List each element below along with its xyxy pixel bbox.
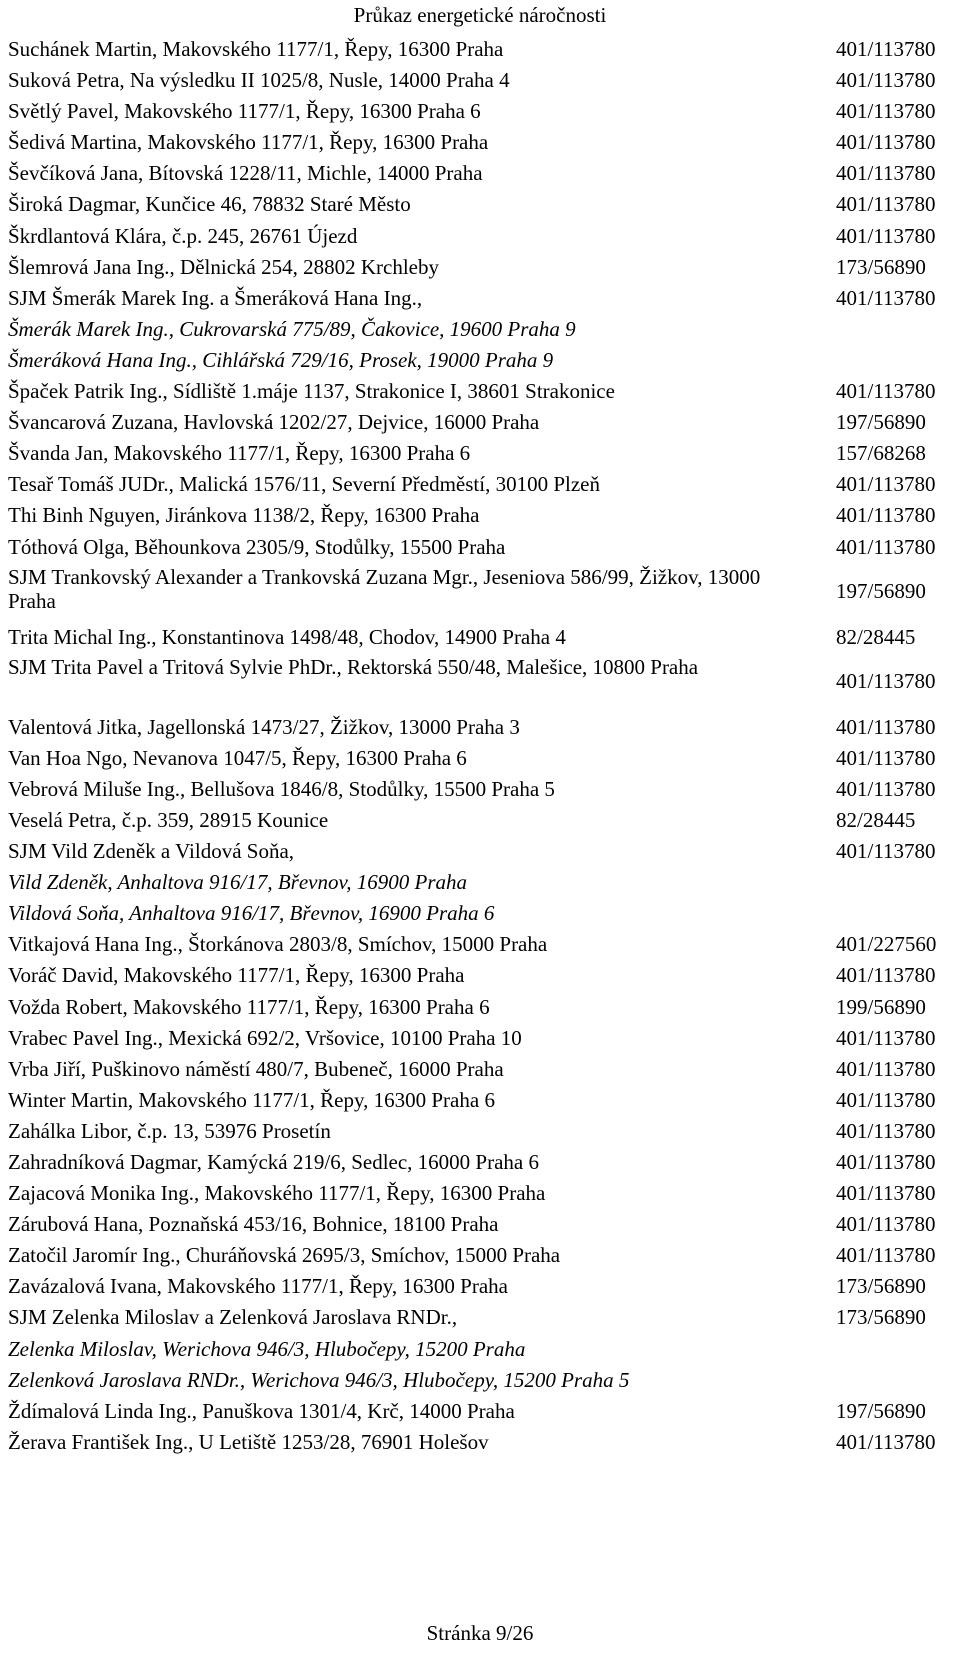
entry-owner-address: Šmeráková Hana Ing., Cihlářská 729/16, Prosek, 19000 Praha 9 [8,347,554,372]
entry-owner-address: Suková Petra, Na výsledku II 1025/8, Nusle, 14000 Praha 4 [8,68,510,93]
list-item [8,376,956,407]
list-item [8,805,956,836]
entry-share-code: 401/113780 [836,1056,936,1081]
entry-share-code: 401/113780 [836,1429,936,1454]
entry-owner-address: Vildová Soňa, Anhaltova 916/17, Břevnov, 16900 Praha 6 [8,901,495,926]
list-item [8,743,956,774]
owner-list [8,34,956,1458]
entry-owner-address: Ždímalová Linda Ing., Panuškova 1301/4, Krč, 14000 Praha [8,1398,515,1423]
list-item [8,1271,956,1302]
list-item [8,836,956,867]
document-header [0,2,960,28]
entry-share-code: 82/28445 [836,624,916,649]
list-item [8,1427,956,1458]
list-item [8,898,956,929]
entry-share-code: 401/113780 [836,963,936,988]
list-item [8,1085,956,1116]
entry-share-code: 401/113780 [836,776,936,801]
entry-owner-address: Suchánek Martin, Makovského 1177/1, Řepy, 16300 Praha [8,37,504,61]
entry-owner-address: SJM Zelenka Miloslav a Zelenková Jaroslava RNDr., [8,1305,458,1330]
list-item [8,1209,956,1240]
entry-owner-address: Ševčíková Jana, Bítovská 1228/11, Michle, 14000 Praha [8,161,483,186]
entry-share-code: 401/113780 [836,130,936,155]
entry-share-code: 401/113780 [836,714,936,739]
entry-share-code: 173/56890 [836,254,926,279]
entry-share-code: 401/113780 [836,379,936,404]
list-item [8,34,956,65]
list-item [8,252,956,283]
entry-owner-address: Vitkajová Hana Ing., Štorkánova 2803/8, Smíchov, 15000 Praha [8,932,548,957]
entry-owner-address: Škrdlantová Klára, č.p. 245, 26761 Újezd [8,223,358,248]
entry-share-code: 401/113780 [836,669,936,694]
entry-owner-address: Zárubová Hana, Poznaňská 453/16, Bohnice, 18100 Praha [8,1212,499,1237]
entry-owner-address: Vrba Jiří, Puškinovo náměstí 480/7, Bubeneč, 16000 Praha [8,1056,504,1081]
entry-share-code: 401/113780 [836,285,936,310]
list-item [8,867,956,898]
entry-share-code: 401/227560 [836,932,937,957]
entry-share-code: 401/113780 [836,68,936,93]
entry-owner-address: Tóthová Olga, Běhounkova 2305/9, Stodůlky, 15500 Praha [8,534,506,559]
entry-owner-address: Světlý Pavel, Makovského 1177/1, Řepy, 16300 Praha 6 [8,99,481,124]
entry-share-code: 401/113780 [836,223,936,248]
entry-share-code: 401/113780 [836,472,936,497]
entry-owner-address: Vild Zdeněk, Anhaltova 916/17, Břevnov, 16900 Praha [8,870,468,895]
list-item [8,221,956,252]
entry-owner-address: Špaček Patrik Ing., Sídliště 1.máje 1137, Strakonice I, 38601 Strakonice [8,379,615,404]
list-item [8,283,956,314]
list-item [8,1116,956,1147]
entry-share-code: 199/56890 [836,994,926,1019]
entry-share-code: 401/113780 [836,37,936,61]
list-item [8,438,956,469]
list-item [8,1023,956,1054]
list-item [8,314,956,345]
entry-owner-address: Široká Dagmar, Kunčice 46, 78832 Staré Město [8,192,411,217]
entry-owner-address: Zelenka Miloslav, Werichova 946/3, Hlubočepy, 15200 Praha [8,1336,526,1361]
list-item [8,1302,956,1333]
entry-share-code: 401/113780 [836,1025,936,1050]
entry-share-code: 401/113780 [836,1181,936,1206]
entry-share-code: 197/56890 [836,1398,926,1423]
entry-owner-address: Thi Binh Nguyen, Jiránkova 1138/2, Řepy, 16300 Praha [8,503,480,528]
entry-owner-address: Vebrová Miluše Ing., Bellušova 1846/8, Stodůlky, 15500 Praha 5 [8,776,555,801]
entry-owner-address: Švancarová Zuzana, Havlovská 1202/27, Dejvice, 16000 Praha [8,410,540,435]
list-item [8,158,956,189]
entry-owner-address: Voráč David, Makovského 1177/1, Řepy, 16300 Praha [8,963,465,988]
list-item [8,189,956,220]
list-item [8,960,956,991]
entry-owner-address: Zelenková Jaroslava RNDr., Werichova 946/3, Hlubočepy, 15200 Praha 5 [8,1367,630,1392]
entry-share-code: 401/113780 [836,503,936,528]
entry-owner-address: SJM Trankovský Alexander a Trankovská Zuzana Mgr., Jeseniova 586/99, Žižkov, 13000 Praha [8,564,761,613]
entry-owner-address: Zavázalová Ivana, Makovského 1177/1, Řepy, 16300 Praha [8,1274,508,1299]
entry-share-code: 401/113780 [836,192,936,217]
entry-owner-address: Šmerák Marek Ing., Cukrovarská 775/89, Čakovice, 19600 Praha 9 [8,316,576,341]
entry-owner-address: Zatočil Jaromír Ing., Churáňovská 2695/3, Smíchov, 15000 Praha [8,1243,561,1268]
entry-share-code: 401/113780 [836,99,936,124]
list-item [8,563,956,620]
entry-share-code: 173/56890 [836,1274,926,1299]
entry-owner-address: Šlemrová Jana Ing., Dělnická 254, 28802 Krchleby [8,254,439,279]
entry-owner-address: Vožda Robert, Makovského 1177/1, Řepy, 16300 Praha 6 [8,994,490,1019]
entry-owner-address: Zajacová Monika Ing., Makovského 1177/1, Řepy, 16300 Praha [8,1181,546,1206]
entry-share-code: 401/113780 [836,1243,936,1268]
entry-share-code: 197/56890 [836,410,926,435]
list-item [8,407,956,438]
entry-share-code: 401/113780 [836,745,936,770]
page-number: Stránka 9/26 [426,1621,534,1645]
list-item [8,532,956,563]
page-footer [0,1620,960,1646]
entry-share-code: 173/56890 [836,1305,926,1330]
list-item [8,96,956,127]
entry-owner-address: Van Hoa Ngo, Nevanova 1047/5, Řepy, 16300 Praha 6 [8,745,467,770]
entry-owner-address: Tesař Tomáš JUDr., Malická 1576/11, Severní Předměstí, 30100 Plzeň [8,472,600,497]
list-item [8,929,956,960]
list-item [8,1054,956,1085]
list-item [8,653,956,710]
entry-owner-address: SJM Šmerák Marek Ing. a Šmeráková Hana Ing., [8,285,423,310]
entry-owner-address: Vrabec Pavel Ing., Mexická 692/2, Vršovice, 10100 Praha 10 [8,1025,522,1050]
entry-share-code: 157/68268 [836,441,926,466]
list-item [8,1178,956,1209]
entry-owner-address: Trita Michal Ing., Konstantinova 1498/48, Chodov, 14900 Praha 4 [8,624,566,649]
list-item [8,1147,956,1178]
entry-owner-address: Valentová Jitka, Jagellonská 1473/27, Žižkov, 13000 Praha 3 [8,714,520,739]
entry-share-code: 401/113780 [836,1087,936,1112]
entry-owner-address: SJM Trita Pavel a Tritová Sylvie PhDr., Rektorská 550/48, Malešice, 10800 Praha [8,654,699,679]
entry-share-code: 401/113780 [836,1212,936,1237]
entry-owner-address: Zahálka Libor, č.p. 13, 53976 Prosetín [8,1118,331,1143]
entry-share-code: 401/113780 [836,534,936,559]
entry-share-code: 401/113780 [836,839,936,864]
list-item [8,1334,956,1365]
list-item [8,774,956,805]
entry-owner-address: Šedivá Martina, Makovského 1177/1, Řepy, 16300 Praha [8,130,489,155]
entry-share-code: 401/113780 [836,161,936,186]
list-item [8,127,956,158]
list-item [8,712,956,743]
list-item [8,469,956,500]
entry-owner-address: Zahradníková Dagmar, Kamýcká 219/6, Sedlec, 16000 Praha 6 [8,1150,539,1174]
entry-share-code: 82/28445 [836,807,916,832]
header-title: Průkaz energetické náročnosti [353,3,607,27]
entry-owner-address: SJM Vild Zdeněk a Vildová Soňa, [8,839,295,864]
list-item [8,500,956,531]
entry-share-code: 401/113780 [836,1150,936,1174]
entry-owner-address: Žerava František Ing., U Letiště 1253/28, 76901 Holešov [8,1429,489,1454]
list-item [8,1240,956,1271]
list-item [8,622,956,653]
list-item [8,345,956,376]
entry-share-code: 197/56890 [836,579,926,604]
entry-owner-address: Winter Martin, Makovského 1177/1, Řepy, 16300 Praha 6 [8,1087,495,1112]
list-item [8,65,956,96]
entry-owner-address: Švanda Jan, Makovského 1177/1, Řepy, 16300 Praha 6 [8,441,471,466]
entry-share-code: 401/113780 [836,1118,936,1143]
list-item [8,1365,956,1396]
list-item [8,992,956,1023]
entry-owner-address: Veselá Petra, č.p. 359, 28915 Kounice [8,807,329,832]
list-item [8,1396,956,1427]
